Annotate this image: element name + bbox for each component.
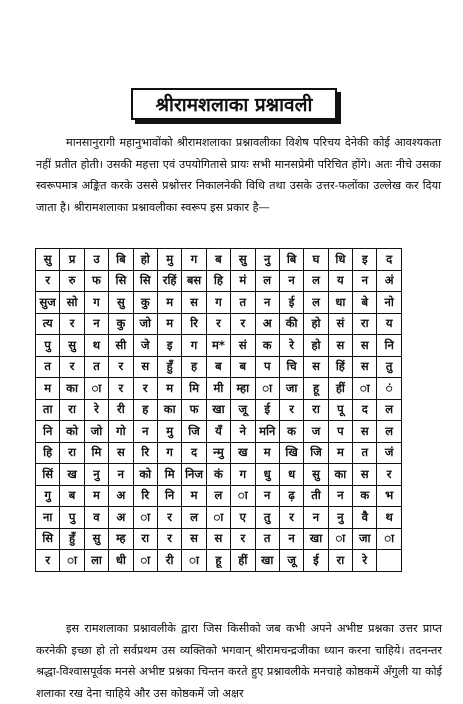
- grid-cell[interactable]: न: [353, 270, 377, 292]
- grid-row: [36, 550, 402, 572]
- grid-cell[interactable]: जो: [84, 421, 108, 443]
- grid-cell[interactable]: जू: [279, 550, 303, 572]
- grid-cell[interactable]: इ: [353, 249, 377, 271]
- grid-cell[interactable]: जे: [133, 335, 157, 357]
- grid-cell[interactable]: फ: [182, 399, 206, 421]
- grid-cell[interactable]: न: [328, 485, 352, 507]
- grid-cell[interactable]: की: [279, 313, 303, 335]
- grid-cell[interactable]: खा: [255, 550, 279, 572]
- grid-cell[interactable]: ह: [182, 356, 206, 378]
- grid-cell[interactable]: ए: [231, 507, 255, 529]
- grid-cell[interactable]: रा: [60, 399, 84, 421]
- grid-cell[interactable]: सं: [328, 313, 352, 335]
- grid-cell[interactable]: ला: [84, 550, 108, 572]
- grid-cell[interactable]: ज: [304, 421, 328, 443]
- grid-cell[interactable]: स: [133, 356, 157, 378]
- grid-cell[interactable]: तु: [377, 356, 401, 378]
- grid-cell[interactable]: ल: [377, 421, 401, 443]
- grid-cell[interactable]: र: [206, 313, 230, 335]
- grid-cell[interactable]: थ: [84, 335, 108, 357]
- closing-paragraph: इस रामशलाका प्रश्नावलीके द्वारा जिस किसीको जब कभी अपने अभीष्ट प्रश्नका उत्तर प्राप्त करनेकी इच्छा हो तो सर्वप्रथम उस व्यक्तिको भगवान् श्रीरामचन्द्रजीका ध्यान करना चाहिये। तदनन्तर श्रद्धा-विश्वासपूर्वक मनसे अभीष्ट प्रश्नका चिन्तन करते हुए प्रश्नावलीके मनचाहे कोष्ठकमें अँगुली या कोई शलाका रख देना चाहिये और उस कोष्ठकमें जो अक्षर: [36, 622, 442, 700]
- grid-cell[interactable]: न: [109, 464, 133, 486]
- grid-cell[interactable]: क: [353, 485, 377, 507]
- grid-cell[interactable]: रहिं: [157, 270, 181, 292]
- grid-row: [36, 313, 402, 335]
- grid-cell[interactable]: र: [133, 378, 157, 400]
- grid-cell[interactable]: हुँ: [157, 356, 181, 378]
- grid-row: [36, 292, 402, 314]
- grid-cell[interactable]: भ: [377, 485, 401, 507]
- grid-cell[interactable]: घ: [304, 249, 328, 271]
- grid-cell[interactable]: जा: [279, 378, 303, 400]
- grid-cell[interactable]: सु: [84, 528, 108, 550]
- grid-cell[interactable]: म: [182, 485, 206, 507]
- grid-cell[interactable]: धु: [255, 464, 279, 486]
- grid-cell[interactable]: य: [377, 313, 401, 335]
- grid-cell[interactable]: सि: [36, 528, 60, 550]
- grid-cell[interactable]: अं: [377, 270, 401, 292]
- grid-cell[interactable]: जं: [377, 442, 401, 464]
- grid-cell[interactable]: स: [304, 356, 328, 378]
- grid-row: [36, 464, 402, 486]
- grid-cell[interactable]: बि: [279, 249, 303, 271]
- grid-cell[interactable]: का: [60, 378, 84, 400]
- grid-cell[interactable]: ा: [353, 378, 377, 400]
- grid-cell[interactable]: ब: [60, 485, 84, 507]
- grid-cell[interactable]: र: [109, 356, 133, 378]
- grid-cell[interactable]: खा: [206, 399, 230, 421]
- grid-cell[interactable]: यँ: [206, 421, 230, 443]
- grid-cell[interactable]: नि: [377, 335, 401, 357]
- grid-cell[interactable]: को: [60, 421, 84, 443]
- grid-cell[interactable]: जि: [304, 442, 328, 464]
- grid-row: [36, 528, 402, 550]
- grid-row: [36, 507, 402, 529]
- grid-cell[interactable]: नु: [84, 464, 108, 486]
- grid-cell[interactable]: धी: [109, 550, 133, 572]
- grid-cell[interactable]: ं: [377, 378, 401, 400]
- grid-cell[interactable]: स: [182, 292, 206, 314]
- grid-cell[interactable]: मी: [206, 378, 230, 400]
- grid-cell[interactable]: अ: [255, 313, 279, 335]
- grid-cell[interactable]: कं: [206, 464, 230, 486]
- grid-cell[interactable]: हू: [304, 378, 328, 400]
- grid-cell[interactable]: म: [157, 378, 181, 400]
- grid-cell[interactable]: स: [328, 335, 352, 357]
- grid-cell[interactable]: त्य: [36, 313, 60, 335]
- grid-cell[interactable]: ब: [231, 356, 255, 378]
- grid-cell[interactable]: सं: [231, 335, 255, 357]
- grid-cell[interactable]: स: [182, 528, 206, 550]
- grid-cell[interactable]: हि: [206, 270, 230, 292]
- grid-cell[interactable]: मि: [182, 378, 206, 400]
- grid-cell[interactable]: निज: [182, 464, 206, 486]
- grid-cell[interactable]: खि: [279, 442, 303, 464]
- grid-cell[interactable]: न: [279, 528, 303, 550]
- grid-cell[interactable]: क: [255, 335, 279, 357]
- grid-cell[interactable]: हो: [304, 335, 328, 357]
- grid-cell[interactable]: ल: [206, 485, 230, 507]
- grid-cell[interactable]: उ: [84, 249, 108, 271]
- grid-cell[interactable]: हो: [133, 249, 157, 271]
- grid-cell[interactable]: बि: [109, 249, 133, 271]
- grid-cell[interactable]: थ: [377, 507, 401, 529]
- grid-cell[interactable]: र: [109, 378, 133, 400]
- grid-cell[interactable]: नि: [157, 485, 181, 507]
- grid-cell[interactable]: ा: [328, 528, 352, 550]
- grid-cell[interactable]: त: [36, 356, 60, 378]
- grid-cell[interactable]: प्र: [60, 249, 84, 271]
- grid-cell[interactable]: त: [84, 356, 108, 378]
- grid-cell[interactable]: ह: [133, 399, 157, 421]
- grid-cell[interactable]: ा: [60, 550, 84, 572]
- grid-row: [36, 270, 402, 292]
- grid-cell[interactable]: र: [279, 507, 303, 529]
- grid-cell[interactable]: म: [157, 313, 181, 335]
- grid-cell[interactable]: धि: [328, 249, 352, 271]
- grid-cell[interactable]: वै: [353, 507, 377, 529]
- grid-cell[interactable]: ने: [231, 421, 255, 443]
- grid-cell[interactable]: प: [255, 356, 279, 378]
- grid-cell[interactable]: ई: [304, 550, 328, 572]
- grid-cell[interactable]: इ: [157, 335, 181, 357]
- grid-cell[interactable]: अ: [109, 485, 133, 507]
- grid-cell[interactable]: त: [353, 442, 377, 464]
- grid-cell[interactable]: द: [353, 399, 377, 421]
- grid-cell[interactable]: स: [353, 421, 377, 443]
- grid-cell[interactable]: ा: [133, 550, 157, 572]
- grid-cell[interactable]: ब: [206, 356, 230, 378]
- grid-cell[interactable]: स: [353, 464, 377, 486]
- grid-cell[interactable]: नो: [377, 292, 401, 314]
- grid-cell[interactable]: हो: [304, 313, 328, 335]
- grid-cell[interactable]: ती: [304, 485, 328, 507]
- grid-cell[interactable]: सु: [231, 249, 255, 271]
- grid-row: [36, 249, 402, 271]
- grid-cell[interactable]: ा: [182, 550, 206, 572]
- grid-cell[interactable]: स: [353, 356, 377, 378]
- grid-cell[interactable]: [377, 550, 401, 572]
- grid-cell[interactable]: रा: [304, 399, 328, 421]
- grid-cell[interactable]: रि: [182, 313, 206, 335]
- grid-cell[interactable]: न: [133, 421, 157, 443]
- grid-cell[interactable]: सु: [60, 335, 84, 357]
- grid-cell[interactable]: सि: [109, 270, 133, 292]
- grid-cell[interactable]: मनि: [255, 421, 279, 443]
- grid-cell[interactable]: ढ़: [279, 485, 303, 507]
- grid-cell[interactable]: कु: [133, 292, 157, 314]
- grid-cell[interactable]: कु: [109, 313, 133, 335]
- grid-cell[interactable]: गु: [36, 485, 60, 507]
- grid-cell[interactable]: ता: [36, 399, 60, 421]
- grid-cell[interactable]: सो: [60, 292, 84, 314]
- grid-cell[interactable]: मि: [157, 464, 181, 486]
- grid-cell[interactable]: हिं: [328, 356, 352, 378]
- grid-cell[interactable]: मु: [157, 421, 181, 443]
- grid-cell[interactable]: पू: [328, 399, 352, 421]
- grid-cell[interactable]: न: [255, 292, 279, 314]
- grid-cell[interactable]: हीं: [328, 378, 352, 400]
- grid-cell[interactable]: का: [157, 399, 181, 421]
- grid-cell[interactable]: नि: [36, 421, 60, 443]
- grid-cell[interactable]: बस: [182, 270, 206, 292]
- grid-cell[interactable]: स: [109, 442, 133, 464]
- grid-cell[interactable]: फ: [84, 270, 108, 292]
- grid-cell[interactable]: बे: [353, 292, 377, 314]
- intro-paragraph: मानसानुरागी महानुभावोंको श्रीरामशलाका प्रश्नावलीका विशेष परिचय देनेकी कोई आवश्यकता नहीं प्रतीत होती। उसकी महत्ता एवं उपयोगितासे प्रायः सभी मानसप्रेमी परिचित होंगे। अतः नीचे उसका स्वरूपमात्र अङ्कित करके उससे प्रश्नोत्तर निकालनेकी विधि तथा उसके उत्तर-फलोंका उल्लेख कर दिया जाता है। श्रीरामशलाका प्रश्नावलीका स्वरूप इस प्रकार है—: [36, 136, 441, 214]
- grid-cell[interactable]: रे: [279, 335, 303, 357]
- grid-cell[interactable]: ा: [84, 378, 108, 400]
- grid-cell[interactable]: गो: [109, 421, 133, 443]
- grid-cell[interactable]: तु: [255, 507, 279, 529]
- grid-cell[interactable]: सि: [133, 270, 157, 292]
- grid-row: [36, 442, 402, 464]
- grid-row: [36, 356, 402, 378]
- grid-cell[interactable]: रा: [60, 442, 84, 464]
- grid-row: [36, 485, 402, 507]
- grid-cell[interactable]: सु: [109, 292, 133, 314]
- grid-cell[interactable]: जा: [353, 528, 377, 550]
- grid-cell[interactable]: सु: [304, 464, 328, 486]
- grid-row: [36, 399, 402, 421]
- grid-cell[interactable]: री: [109, 399, 133, 421]
- grid-cell[interactable]: नु: [328, 507, 352, 529]
- grid-cell[interactable]: मं: [231, 270, 255, 292]
- grid-cell[interactable]: ग: [182, 249, 206, 271]
- grid-cell[interactable]: ग: [206, 292, 230, 314]
- grid-cell[interactable]: ल: [255, 270, 279, 292]
- grid-cell[interactable]: पु: [36, 335, 60, 357]
- grid-cell[interactable]: री: [157, 550, 181, 572]
- grid-cell[interactable]: म्ह: [109, 528, 133, 550]
- grid-cell[interactable]: जो: [133, 313, 157, 335]
- grid-cell[interactable]: ई: [279, 292, 303, 314]
- grid-cell[interactable]: रा: [328, 550, 352, 572]
- grid-cell[interactable]: का: [328, 464, 352, 486]
- grid-cell[interactable]: खा: [304, 528, 328, 550]
- grid-cell[interactable]: म्हा: [231, 378, 255, 400]
- grid-cell[interactable]: ख: [231, 442, 255, 464]
- grid-cell[interactable]: ा: [133, 507, 157, 529]
- grid-cell[interactable]: र: [36, 550, 60, 572]
- grid-cell[interactable]: न: [255, 485, 279, 507]
- grid-cell[interactable]: हुँ: [60, 528, 84, 550]
- grid-cell[interactable]: रि: [133, 442, 157, 464]
- grid-cell[interactable]: हू: [206, 550, 230, 572]
- grid-cell[interactable]: न्मु: [206, 442, 230, 464]
- grid-cell[interactable]: ई: [255, 399, 279, 421]
- grid-cell[interactable]: प: [328, 421, 352, 443]
- grid-cell[interactable]: ा: [206, 507, 230, 529]
- grid-cell[interactable]: र: [377, 464, 401, 486]
- grid-cell[interactable]: ना: [36, 507, 60, 529]
- grid-cell[interactable]: रे: [353, 550, 377, 572]
- grid-cell[interactable]: मि: [84, 442, 108, 464]
- page-title: श्रीरामशलाका प्रश्नावली: [131, 88, 337, 120]
- grid-cell[interactable]: चि: [279, 356, 303, 378]
- grid-cell[interactable]: जि: [182, 421, 206, 443]
- grid-cell[interactable]: स: [353, 335, 377, 357]
- grid-cell[interactable]: र: [231, 313, 255, 335]
- grid-cell[interactable]: ल: [304, 292, 328, 314]
- grid-cell[interactable]: ा: [377, 528, 401, 550]
- grid-cell[interactable]: ग: [84, 292, 108, 314]
- grid-cell[interactable]: त: [255, 528, 279, 550]
- grid-cell[interactable]: पु: [60, 507, 84, 529]
- grid-row: [36, 378, 402, 400]
- grid-cell[interactable]: सी: [109, 335, 133, 357]
- grid-cell[interactable]: र: [157, 507, 181, 529]
- grid-cell[interactable]: र: [60, 313, 84, 335]
- grid-cell[interactable]: ा: [255, 378, 279, 400]
- grid-cell[interactable]: स: [206, 528, 230, 550]
- grid-cell[interactable]: र: [157, 528, 181, 550]
- grid-cell[interactable]: र: [36, 270, 60, 292]
- grid-row: [36, 421, 402, 443]
- grid-cell[interactable]: न: [279, 270, 303, 292]
- grid-cell[interactable]: ग: [231, 464, 255, 486]
- grid-cell[interactable]: र: [60, 356, 84, 378]
- grid-cell[interactable]: सिं: [36, 464, 60, 486]
- grid-cell[interactable]: ल: [304, 270, 328, 292]
- grid-cell[interactable]: ग: [157, 442, 181, 464]
- grid-cell[interactable]: द: [182, 442, 206, 464]
- grid-cell[interactable]: को: [133, 464, 157, 486]
- grid-cell[interactable]: न: [84, 313, 108, 335]
- grid-cell[interactable]: धा: [328, 292, 352, 314]
- grid-cell[interactable]: ल: [182, 507, 206, 529]
- grid-cell[interactable]: म: [328, 442, 352, 464]
- grid-cell[interactable]: सुज: [36, 292, 60, 314]
- grid-cell[interactable]: मु: [157, 249, 181, 271]
- grid-cell[interactable]: जू: [231, 399, 255, 421]
- grid-cell[interactable]: य: [328, 270, 352, 292]
- grid-cell[interactable]: र: [231, 528, 255, 550]
- grid-cell[interactable]: म: [157, 292, 181, 314]
- grid-cell[interactable]: म: [84, 485, 108, 507]
- grid-cell[interactable]: म: [36, 378, 60, 400]
- grid-cell[interactable]: क: [279, 421, 303, 443]
- grid-cell[interactable]: रु: [60, 270, 84, 292]
- grid-cell[interactable]: रा: [353, 313, 377, 335]
- grid-cell[interactable]: नु: [255, 249, 279, 271]
- prashnavali-grid: [35, 248, 402, 572]
- grid-cell[interactable]: रे: [84, 399, 108, 421]
- grid-cell[interactable]: ा: [231, 485, 255, 507]
- grid-row: [36, 335, 402, 357]
- grid-cell[interactable]: त: [231, 292, 255, 314]
- grid-cell[interactable]: अ: [109, 507, 133, 529]
- grid-cell[interactable]: न: [304, 507, 328, 529]
- grid-cell[interactable]: हि: [36, 442, 60, 464]
- grid-cell[interactable]: ध: [279, 464, 303, 486]
- grid-cell[interactable]: रा: [133, 528, 157, 550]
- grid-cell[interactable]: ब: [206, 249, 230, 271]
- grid-cell[interactable]: द: [377, 249, 401, 271]
- grid-cell[interactable]: सु: [36, 249, 60, 271]
- grid-cell[interactable]: र: [279, 399, 303, 421]
- grid-cell[interactable]: ख: [60, 464, 84, 486]
- grid-cell[interactable]: म*: [206, 335, 230, 357]
- grid-cell[interactable]: म: [255, 442, 279, 464]
- grid-cell[interactable]: ल: [377, 399, 401, 421]
- grid-cell[interactable]: ग: [182, 335, 206, 357]
- grid-cell[interactable]: हीं: [231, 550, 255, 572]
- grid-cell[interactable]: व: [84, 507, 108, 529]
- grid-cell[interactable]: रि: [133, 485, 157, 507]
